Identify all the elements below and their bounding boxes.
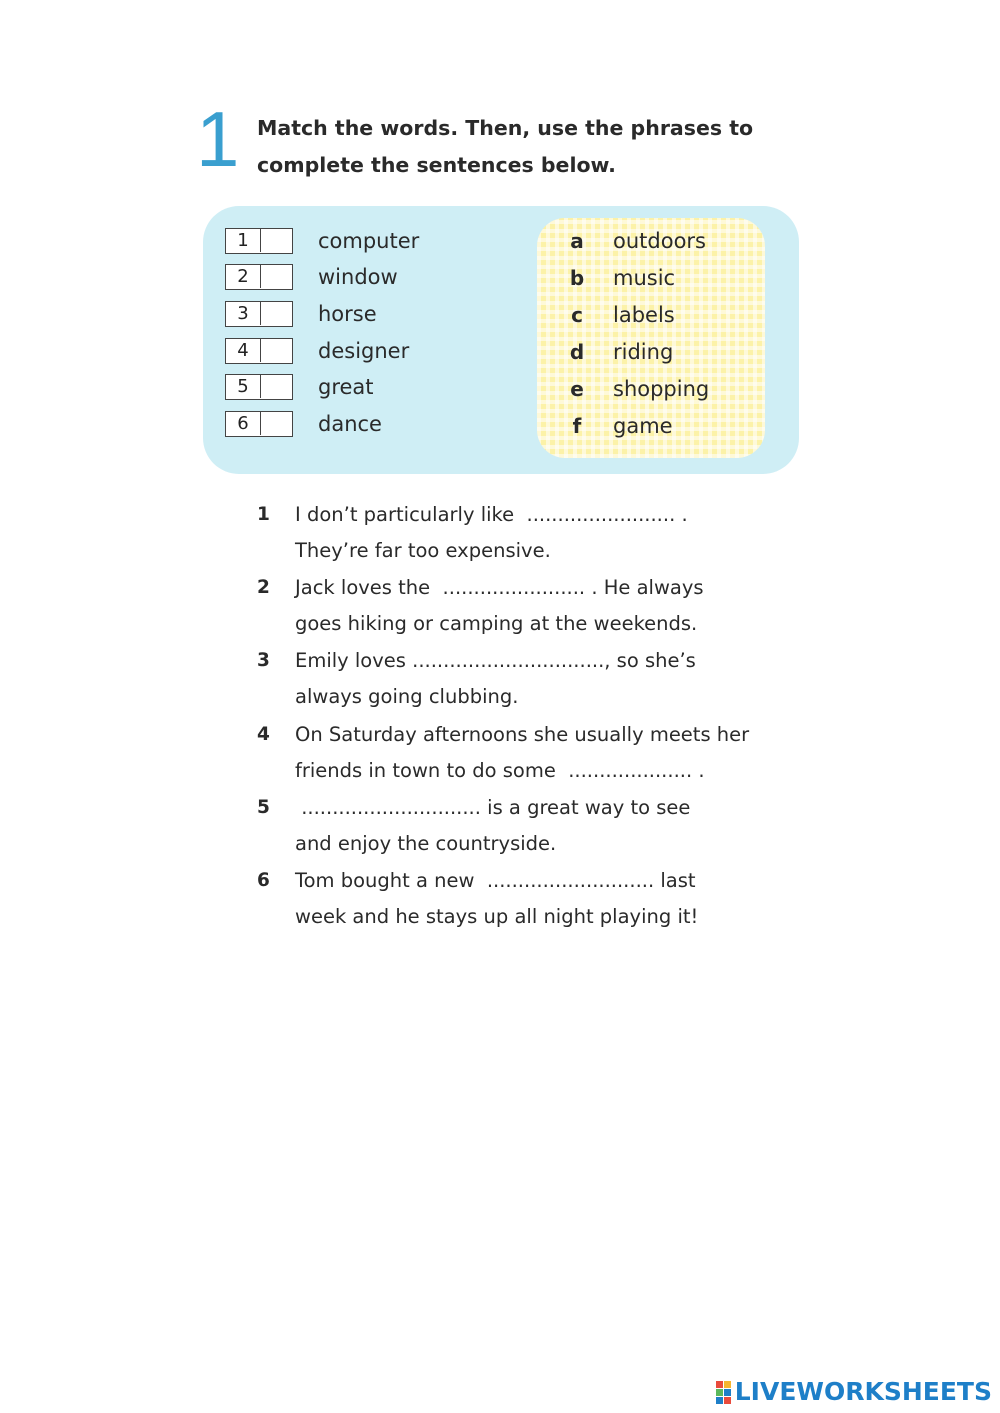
instruction-line-2: complete the sentences below. [257,153,616,177]
option-letter: a [570,229,584,253]
exercise-number: 1 [196,95,238,183]
exercise-instruction [257,110,817,184]
sentence-line: and enjoy the countryside. [295,832,557,855]
left-word: designer [318,339,410,363]
sentence-line: friends in town to do some .................... . [295,759,705,782]
number-answer-box [225,374,293,400]
option-word: shopping [613,377,710,401]
option-word: music [613,266,676,290]
option-word: outdoors [613,229,706,253]
liveworksheets-brand-text: LIVEWORKSHEETS [734,1377,992,1406]
left-word: great [318,375,374,399]
answer-slot[interactable] [261,412,291,435]
option-letter: f [572,414,582,438]
number-answer-box [225,264,293,290]
option-word: game [613,414,673,438]
left-word: computer [318,229,420,253]
instruction-line-1: Match the words. Then, use the phrases to [257,116,754,140]
left-word: dance [318,412,382,436]
option-word: labels [613,303,675,327]
answer-slot[interactable] [261,229,291,252]
liveworksheets-logo [716,1379,992,1405]
sentence-line: week and he stays up all night playing it! [295,905,699,928]
answer-slot[interactable] [261,265,291,288]
option-letter: c [571,303,583,327]
left-word: horse [318,302,377,326]
sentence-number: 1 [257,504,270,525]
item-number: 1 [226,229,261,252]
sentence-number: 3 [257,650,270,671]
item-number: 6 [226,412,261,435]
sentence-number: 6 [257,870,270,891]
sentence-line: Jack loves the ....................... . He always [295,576,704,599]
item-number: 2 [226,265,261,288]
number-answer-box [225,228,293,254]
option-letter: e [570,377,584,401]
sentence-number: 5 [257,797,270,818]
liveworksheets-logo-icon [716,1381,731,1404]
sentence-line: Tom bought a new ........................... last [295,869,696,892]
left-word: window [318,265,398,289]
option-letter: d [569,340,585,364]
sentence-number: 2 [257,577,270,598]
sentence-line: Emily loves ..............................., so she’s [295,649,696,672]
option-word: riding [613,340,674,364]
sentence-line: goes hiking or camping at the weekends. [295,612,698,635]
number-answer-box [225,411,293,437]
option-letter: b [569,266,585,290]
sentence-line: always going clubbing. [295,685,519,708]
number-answer-box [225,338,293,364]
item-number: 3 [226,302,261,325]
sentence-line: ............................. is a great way to see [295,796,691,819]
item-number: 5 [226,375,261,398]
answer-slot[interactable] [261,339,291,362]
sentence-line: They’re far too expensive. [295,539,551,562]
answer-slot[interactable] [261,302,291,325]
item-number: 4 [226,339,261,362]
sentence-line: I don’t particularly like ........................ . [295,503,688,526]
sentence-line: On Saturday afternoons she usually meets her [295,723,750,746]
sentence-number: 4 [257,724,270,745]
answer-slot[interactable] [261,375,291,398]
number-answer-box [225,301,293,327]
